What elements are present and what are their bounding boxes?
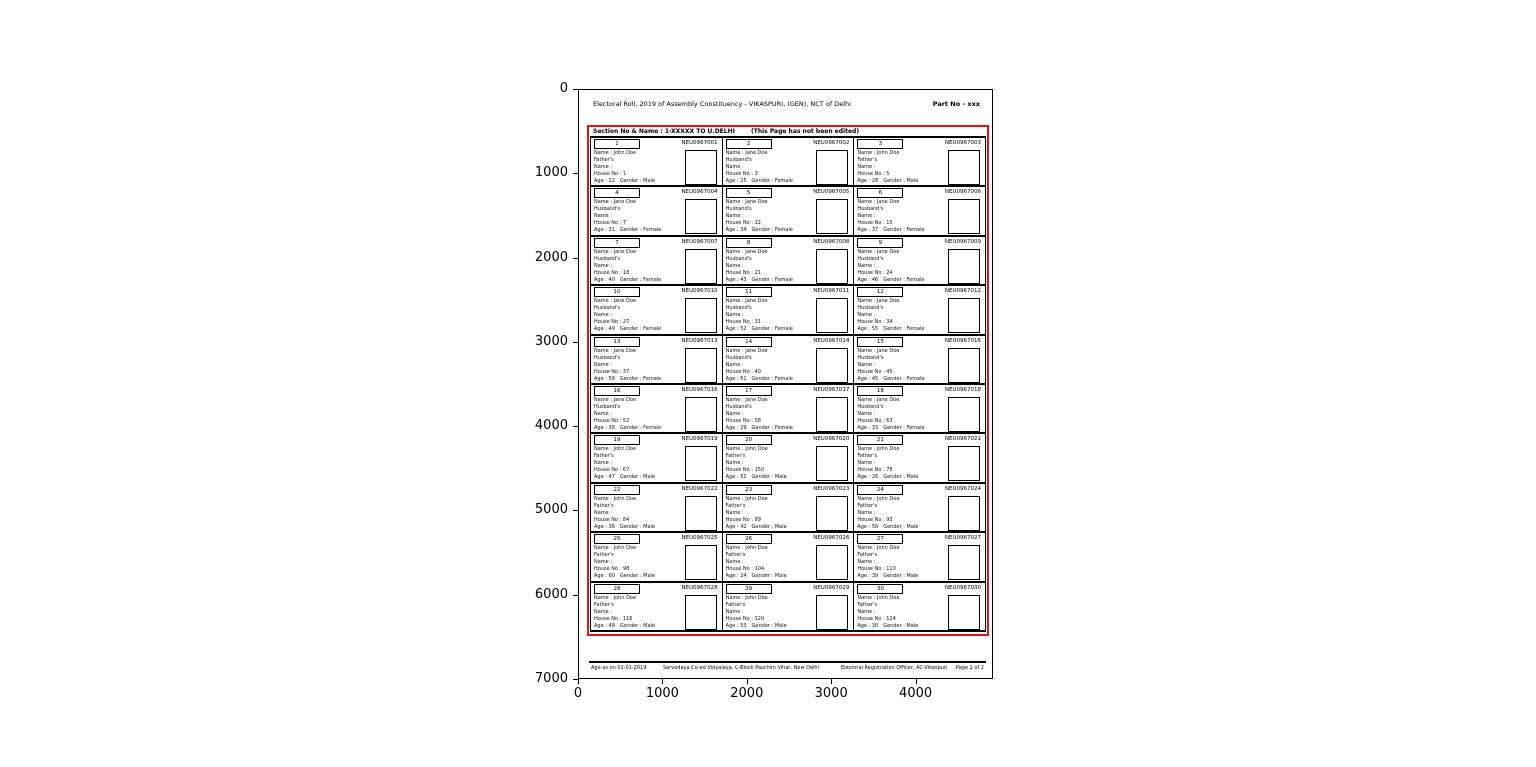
serial-number-box: 21: [857, 435, 903, 445]
document-header: [593, 100, 980, 108]
photo-box: [948, 298, 980, 333]
voter-details: Name : John Doe Father's Name : House No : 89 Age : 42 Gender : Male: [725, 495, 787, 530]
epic-number: NEU0967006: [944, 189, 981, 196]
photo-box: [685, 249, 717, 284]
epic-number: NEU0967024: [944, 485, 981, 492]
epic-number: NEU0967015: [944, 337, 981, 344]
serial-number-box: 28: [594, 584, 640, 594]
photo-box: [816, 397, 848, 432]
voter-details: Name : Jane Doe Husband's Name : House No : 45 Age : 45 Gender : Female: [857, 347, 925, 382]
serial-number-box: 3: [857, 139, 903, 149]
serial-number-box: 25: [594, 534, 640, 544]
epic-number: NEU0967011: [813, 288, 850, 295]
serial-number-box: 26: [726, 534, 772, 544]
voter-details: Name : John Doe Father's Name : House No : 1 Age : 22 Gender : Male: [594, 150, 656, 184]
epic-number: NEU0967016: [681, 387, 718, 393]
footer-station: Sarvodaya Co-ed Vidyalaya, C-Block Paschim Vihar, New Delhi: [663, 665, 819, 671]
photo-box: [948, 446, 980, 481]
photo-box: [685, 496, 717, 531]
epic-number: NEU0967012: [944, 288, 981, 295]
epic-number: NEU0967014: [813, 337, 850, 344]
epic-number: NEU0967003: [944, 140, 981, 146]
photo-box: [816, 150, 848, 185]
voter-card: [722, 484, 854, 533]
serial-number-box: 29: [726, 584, 772, 594]
voter-card: [853, 385, 985, 434]
voter-card: [590, 286, 722, 335]
photo-box: [816, 595, 848, 630]
serial-number-box: 14: [726, 337, 772, 347]
photo-box: [816, 298, 848, 333]
photo-box: [685, 545, 717, 580]
y-tick-label: 0: [559, 81, 568, 96]
voter-details: Name : Jane Doe Husband's Name : House No : 52 Age : 38 Gender : Female: [594, 397, 662, 431]
voter-details: Name : Jane Doe Husband's Name : House No : 18 Age : 40 Gender : Female: [594, 248, 662, 283]
x-tick-label: 4000: [899, 686, 933, 701]
serial-number-box: 11: [726, 287, 772, 297]
serial-number-box: 17: [726, 386, 772, 396]
serial-number-box: 9: [857, 238, 903, 248]
serial-number-box: 23: [726, 485, 772, 495]
epic-number: NEU0967020: [813, 436, 850, 443]
serial-number-box: 27: [857, 534, 903, 544]
epic-number: NEU0967005: [813, 189, 850, 196]
voter-card: [590, 336, 722, 385]
voter-card: [590, 385, 722, 434]
photo-box: [685, 397, 717, 432]
electoral-roll-page: [579, 90, 992, 678]
voter-details: Name : Jane Doe Husband's Name : House No : 21 Age : 43 Gender : Female: [725, 248, 793, 283]
epic-number: NEU0967017: [813, 387, 850, 393]
serial-number-box: 30: [857, 584, 903, 594]
epic-number: NEU0967009: [944, 238, 981, 245]
y-tick-label: 6000: [534, 586, 568, 602]
voter-card: [853, 336, 985, 385]
photo-box: [816, 545, 848, 580]
serial-number-box: 15: [857, 337, 903, 347]
serial-number-box: 12: [857, 287, 903, 297]
voter-details: Name : John Doe Father's Name : House No : 120 Age : 53 Gender : Male: [725, 594, 787, 629]
photo-box: [685, 446, 717, 481]
x-tick-mark: [578, 679, 579, 684]
epic-number: NEU0967004: [681, 189, 718, 196]
voter-card: [722, 286, 854, 335]
epic-number: NEU0967028: [681, 584, 718, 591]
voter-card: [590, 434, 722, 483]
photo-box: [685, 348, 717, 383]
voter-card: [590, 533, 722, 582]
epic-number: NEU0967018: [944, 387, 981, 393]
photo-box: [948, 545, 980, 580]
voter-card: [722, 237, 854, 286]
serial-number-box: 13: [594, 337, 640, 347]
plot-axes: [578, 89, 993, 679]
voter-card: [853, 583, 985, 632]
photo-box: [948, 397, 980, 432]
serial-number-box: 5: [726, 188, 772, 198]
voter-card: [853, 533, 985, 582]
voter-card: [590, 583, 722, 632]
epic-number: NEU0967021: [944, 436, 981, 443]
x-tick-mark: [831, 679, 832, 684]
serial-number-box: 8: [726, 238, 772, 248]
serial-number-box: 6: [857, 188, 903, 198]
voter-details: Name : Jane Doe Husband's Name : House No : 63 Age : 33 Gender : Female: [857, 397, 925, 431]
y-tick-label: 3000: [534, 333, 568, 349]
voter-card: [722, 187, 854, 236]
voter-details: Name : John Doe Father's Name : House No : 116 Age : 48 Gender : Male: [594, 594, 656, 629]
voter-card-grid: [590, 136, 986, 632]
serial-number-box: 4: [594, 188, 640, 198]
voter-details: Name : John Doe Father's Name : House No : 5 Age : 28 Gender : Male: [857, 150, 919, 184]
document-title: Electoral Roll, 2019 of Assembly Constituency - VIKASPURI, (GEN), NCT of Delhi: [593, 100, 851, 108]
section-note: (This Page has not been edited): [751, 128, 860, 135]
voter-card: [853, 138, 985, 187]
voter-details: Name : Jane Doe Husband's Name : House No : 34 Age : 55 Gender : Female: [857, 298, 925, 333]
photo-box: [685, 595, 717, 630]
voter-details: Name : John Doe Father's Name : House No : 150 Age : 51 Gender : Male: [725, 446, 787, 481]
photo-box: [816, 446, 848, 481]
epic-number: NEU0967013: [681, 337, 718, 344]
photo-box: [685, 150, 717, 185]
x-tick-label: 3000: [814, 686, 848, 701]
y-tick-label: 4000: [534, 418, 568, 434]
detection-red-box: [587, 125, 989, 636]
voter-card: [853, 187, 985, 236]
epic-number: NEU0967025: [681, 535, 718, 542]
serial-number-box: 7: [594, 238, 640, 248]
part-number: Part No - xxx: [932, 100, 980, 108]
epic-number: NEU0967007: [681, 238, 718, 245]
serial-number-box: 20: [726, 435, 772, 445]
serial-number-box: 24: [857, 485, 903, 495]
voter-details: Name : Jane Doe Husband's Name : House No : 31 Age : 52 Gender : Female: [725, 298, 793, 333]
epic-number: NEU0967019: [681, 436, 718, 443]
epic-number: NEU0967008: [813, 238, 850, 245]
voter-card: [853, 237, 985, 286]
serial-number-box: 2: [726, 139, 772, 149]
x-tick-label: 1000: [645, 686, 679, 701]
voter-details: Name : John Doe Father's Name : House No : 67 Age : 47 Gender : Male: [594, 446, 656, 481]
y-tick-label: 5000: [534, 502, 568, 518]
photo-box: [948, 199, 980, 234]
photo-box: [948, 595, 980, 630]
epic-number: NEU0967029: [813, 584, 850, 591]
voter-details: Name : John Doe Father's Name : House No : 124 Age : 30 Gender : Male: [857, 594, 919, 629]
voter-card: [590, 187, 722, 236]
section-name: Section No & Name : 1-XXXXX TO U.DELHI: [593, 128, 735, 135]
voter-details: Name : Jane Doe Husband's Name : House No : 3 Age : 25 Gender : Female: [725, 150, 793, 184]
epic-number: NEU0967023: [813, 485, 850, 492]
voter-details: Name : John Doe Father's Name : House No : 78 Age : 26 Gender : Male: [857, 446, 919, 481]
voter-details: Name : Jane Doe Husband's Name : House No : 27 Age : 49 Gender : Female: [594, 298, 662, 333]
voter-card: [590, 237, 722, 286]
voter-card: [853, 484, 985, 533]
epic-number: NEU0967001: [681, 140, 718, 146]
voter-card: [722, 434, 854, 483]
photo-box: [948, 249, 980, 284]
voter-card: [853, 434, 985, 483]
footer-page-number: Page 2 of 2: [955, 665, 984, 671]
x-tick-label: 0: [573, 686, 583, 701]
x-tick-mark: [916, 679, 917, 684]
serial-number-box: 10: [594, 287, 640, 297]
voter-details: Name : John Doe Father's Name : House No : 104 Age : 24 Gender : Male: [725, 545, 787, 580]
x-tick-mark: [662, 679, 663, 684]
footer-ero: Electoral Registration Officer, AC-Vikaspuri: [841, 665, 948, 671]
voter-card: [722, 138, 854, 187]
voter-card: [853, 286, 985, 335]
footer-divider: [589, 661, 986, 663]
photo-box: [816, 249, 848, 284]
serial-number-box: 16: [594, 386, 640, 396]
x-tick-mark: [747, 679, 748, 684]
voter-details: Name : Jane Doe Husband's Name : House No : 15 Age : 37 Gender : Female: [857, 199, 925, 234]
voter-card: [722, 336, 854, 385]
serial-number-box: 19: [594, 435, 640, 445]
voter-details: Name : Jane Doe Husband's Name : House No : 58 Age : 29 Gender : Female: [725, 397, 793, 431]
photo-box: [816, 348, 848, 383]
voter-details: Name : Jane Doe Husband's Name : House No : 40 Age : 61 Gender : Female: [725, 347, 793, 382]
photo-box: [948, 496, 980, 531]
y-tick-label: 2000: [534, 249, 568, 265]
photo-box: [685, 199, 717, 234]
photo-box: [685, 298, 717, 333]
x-tick-label: 2000: [730, 686, 764, 701]
epic-number: NEU0967002: [813, 140, 850, 146]
serial-number-box: 18: [857, 386, 903, 396]
voter-details: Name : John Doe Father's Name : House No : 98 Age : 60 Gender : Male: [594, 545, 656, 580]
voter-details: Name : John Doe Father's Name : House No : 110 Age : 39 Gender : Male: [857, 545, 919, 580]
voter-details: Name : Jane Doe Husband's Name : House No : 7 Age : 31 Gender : Female: [594, 199, 662, 234]
photo-box: [948, 348, 980, 383]
y-tick-label: 1000: [534, 165, 568, 181]
voter-card: [590, 484, 722, 533]
voter-card: [722, 533, 854, 582]
photo-box: [948, 150, 980, 185]
voter-card: [722, 385, 854, 434]
epic-number: NEU0967027: [944, 535, 981, 542]
epic-number: NEU0967010: [681, 288, 718, 295]
epic-number: NEU0967026: [813, 535, 850, 542]
voter-details: Name : John Doe Father's Name : House No : 93 Age : 56 Gender : Male: [857, 495, 919, 530]
footer-age-note: Age as on 01-01-2019: [591, 665, 647, 671]
serial-number-box: 1: [594, 139, 640, 149]
epic-number: NEU0967030: [944, 584, 981, 591]
photo-box: [816, 496, 848, 531]
y-tick-label: 7000: [534, 670, 568, 686]
voter-details: Name : Jane Doe Husband's Name : House No : 24 Age : 46 Gender : Female: [857, 248, 925, 283]
voter-card: [722, 583, 854, 632]
photo-box: [816, 199, 848, 234]
serial-number-box: 22: [594, 485, 640, 495]
voter-details: Name : Jane Doe Husband's Name : House No : 12 Age : 34 Gender : Female: [725, 199, 793, 234]
voter-details: Name : John Doe Father's Name : House No : 84 Age : 36 Gender : Male: [594, 495, 656, 530]
voter-details: Name : Jane Doe Husband's Name : House No : 37 Age : 58 Gender : Female: [594, 347, 662, 382]
epic-number: NEU0967022: [681, 485, 718, 492]
voter-card: [590, 138, 722, 187]
